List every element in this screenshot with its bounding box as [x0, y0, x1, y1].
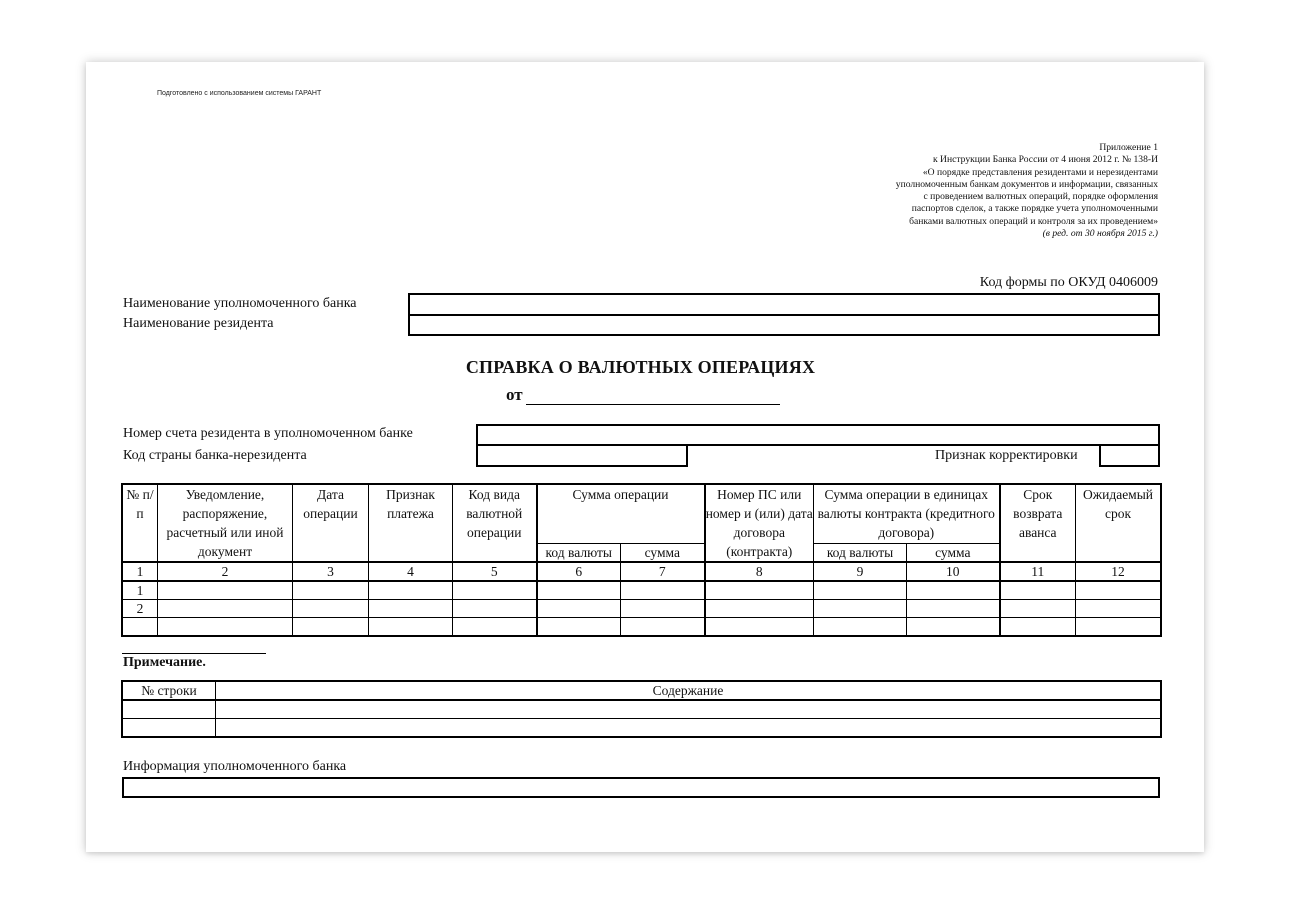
appendix-line: «О порядке представления резидентами и нерезидентами [922, 166, 1158, 178]
table-cell[interactable] [1000, 618, 1076, 636]
table-row [123, 618, 1161, 636]
table-cell[interactable] [814, 618, 907, 636]
column-number: 11 [1000, 562, 1076, 581]
bank-name-label: Наименование уполномоченного банка [123, 296, 357, 311]
table-cell[interactable] [158, 600, 293, 618]
appendix-line: Приложение 1 [1099, 142, 1158, 153]
table-cell[interactable] [621, 618, 705, 636]
table-cell[interactable] [537, 618, 621, 636]
table-cell[interactable] [705, 581, 814, 600]
correction-label: Признак корректировки [935, 448, 1078, 463]
appendix-reference [828, 142, 1158, 240]
column-number: 4 [369, 562, 453, 581]
column-number: 6 [537, 562, 621, 581]
notes-table [122, 681, 1161, 737]
appendix-line: уполномоченным банкам документов и информации, связанных [895, 178, 1158, 190]
date-prefix: от [506, 385, 523, 404]
table-cell[interactable] [369, 600, 453, 618]
table-cell[interactable] [1076, 600, 1161, 618]
table-cell[interactable] [705, 600, 814, 618]
row-number: 2 [123, 600, 158, 618]
table-cell[interactable] [537, 600, 621, 618]
table-cell[interactable] [1076, 618, 1161, 636]
column-number: 3 [293, 562, 369, 581]
row-number [123, 618, 158, 636]
column-number: 12 [1076, 562, 1161, 581]
okud-code: Код формы по ОКУД 0406009 [979, 275, 1158, 290]
table-cell[interactable] [705, 618, 814, 636]
column-number: 10 [907, 562, 1000, 581]
column-number: 2 [158, 562, 293, 581]
row-number: 1 [123, 581, 158, 600]
table-cell[interactable] [907, 618, 1000, 636]
header-operation-type-code: Код вида валютной операции [453, 485, 537, 563]
edition-note: (в ред. от 30 ноября 2015 г.) [1042, 228, 1158, 240]
column-number: 1 [123, 562, 158, 581]
table-cell[interactable] [216, 700, 1161, 719]
table-cell[interactable] [158, 618, 293, 636]
note-label: Примечание. [123, 655, 206, 670]
column-number: 5 [453, 562, 537, 581]
resident-name-label: Наименование резидента [123, 316, 274, 331]
garant-note: Подготовлено с использованием системы ГАРАНТ [157, 90, 322, 97]
table-cell[interactable] [621, 581, 705, 600]
table-cell[interactable] [907, 581, 1000, 600]
appendix-line: паспортов сделок, а также порядке учета уполномоченными [911, 203, 1158, 215]
table-cell[interactable] [123, 719, 216, 737]
header-contract-amount: Сумма операции в единицах валюты контракта (кредитного договора) [814, 485, 1000, 544]
column-number: 8 [705, 562, 814, 581]
appendix-line: банками валютных операций и контроля за их проведением» [909, 215, 1158, 227]
bank-info-label: Информация уполномоченного банка [123, 759, 347, 774]
column-number: 7 [621, 562, 705, 581]
column-number-row [123, 562, 1161, 581]
header-advance-return: Срок возврата аванса [1000, 485, 1076, 563]
country-code-field[interactable] [476, 444, 688, 467]
table-cell[interactable] [293, 618, 369, 636]
header-expected-term: Ожидаемый срок [1076, 485, 1161, 563]
bank-name-field[interactable] [412, 297, 1156, 313]
correction-field[interactable] [1099, 444, 1160, 467]
table-cell[interactable] [293, 600, 369, 618]
account-label: Номер счета резидента в уполномоченном банке [123, 426, 413, 441]
table-cell[interactable] [1000, 600, 1076, 618]
table-cell[interactable] [621, 600, 705, 618]
field-divider [408, 314, 1160, 316]
column-number: 9 [814, 562, 907, 581]
table-row [123, 600, 1161, 618]
table-cell[interactable] [814, 600, 907, 618]
header-number: № п/п [123, 485, 158, 563]
table-row [123, 700, 1161, 719]
table-cell[interactable] [907, 600, 1000, 618]
table-cell[interactable] [158, 581, 293, 600]
header-contract: Номер ПС или номер и (или) дата договора (контракта) [705, 485, 814, 563]
country-code-label: Код страны банка-нерезидента [123, 448, 307, 463]
table-cell[interactable] [453, 600, 537, 618]
header-currency-code: код валюты [537, 543, 621, 562]
table-cell[interactable] [293, 581, 369, 600]
header-content: Содержание [216, 682, 1161, 701]
account-field[interactable] [476, 424, 1160, 446]
appendix-line: к Инструкции Банка России от 4 июня 2012 г. № 138-И [932, 154, 1158, 166]
table-row [123, 719, 1161, 737]
note-divider [122, 653, 266, 654]
operations-table [122, 484, 1161, 636]
table-row [123, 581, 1161, 600]
table-cell[interactable] [453, 618, 537, 636]
table-cell[interactable] [814, 581, 907, 600]
table-cell[interactable] [1000, 581, 1076, 600]
table-cell[interactable] [216, 719, 1161, 737]
header-operation-amount: Сумма операции [537, 485, 705, 544]
table-cell[interactable] [369, 581, 453, 600]
table-cell[interactable] [369, 618, 453, 636]
date-field[interactable] [526, 404, 780, 405]
table-cell[interactable] [123, 700, 216, 719]
header-row-number: № строки [123, 682, 216, 701]
header-operation-date: Дата операции [293, 485, 369, 563]
header-document: Уведомление, распоряжение, расчетный или иной документ [158, 485, 293, 563]
table-cell[interactable] [453, 581, 537, 600]
table-cell[interactable] [537, 581, 621, 600]
header-contract-currency-code: код валюты [814, 543, 907, 562]
appendix-line: с проведением валютных операций, порядке оформления [923, 191, 1158, 203]
header-amount: сумма [621, 543, 705, 562]
header-payment-sign: Признак платежа [369, 485, 453, 563]
header-contract-sum: сумма [907, 543, 1000, 562]
bank-info-field[interactable] [122, 777, 1160, 798]
form-title: СПРАВКА О ВАЛЮТНЫХ ОПЕРАЦИЯХ [465, 357, 816, 377]
table-cell[interactable] [1076, 581, 1161, 600]
resident-name-field[interactable] [412, 317, 1156, 333]
